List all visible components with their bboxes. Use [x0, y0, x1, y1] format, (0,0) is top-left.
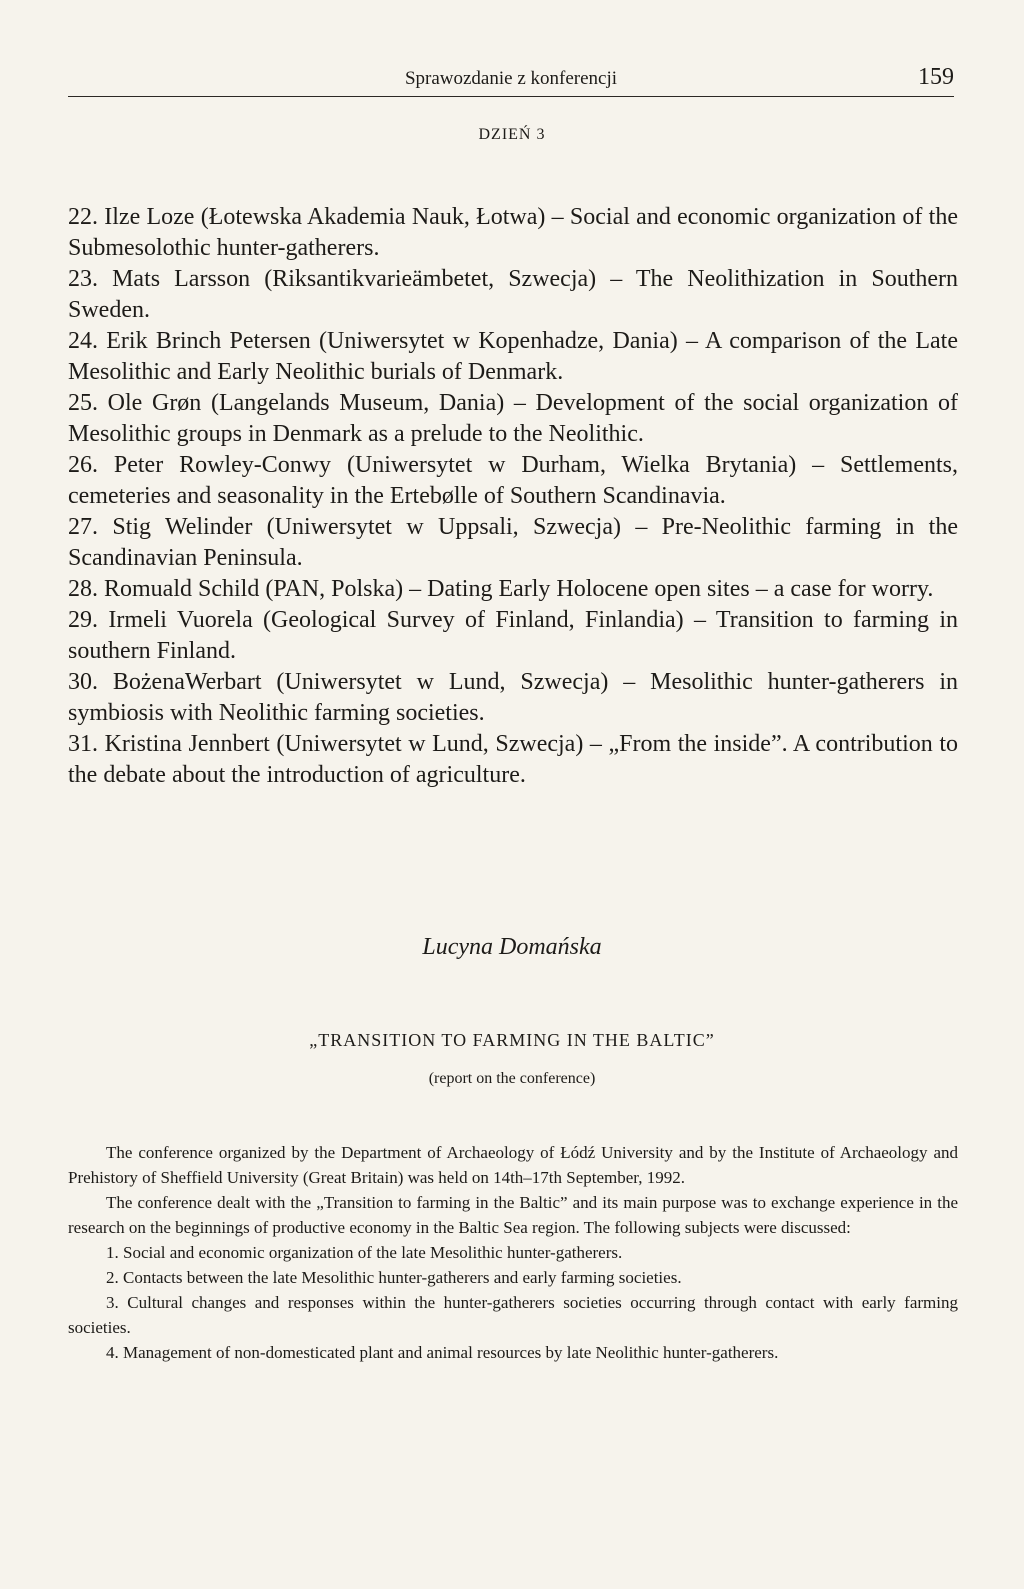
report-author: Lucyna Domańska: [422, 934, 602, 960]
running-head: [68, 62, 954, 97]
body-paragraph: The conference dealt with the „Transition to farming in the Baltic” and its main purpose was to exchange experience in the research on the beginnings of productive economy in the Baltic Sea region. The following subjects were discussed:: [68, 1193, 958, 1237]
program-item: 25. Ole Grøn (Langelands Museum, Dania) – Development of the social organization of Mesolithic groups in Denmark as a prelude to the Neolithic.: [68, 390, 958, 447]
program-item: 22. Ilze Loze (Łotewska Akademia Nauk, Łotwa) – Social and economic organization of the Submesolothic hunter-gatherers.: [68, 204, 958, 261]
program-item: 26. Peter Rowley-Conwy (Uniwersytet w Durham, Wielka Brytania) – Settlements, cemeteries and seasonality in the Ertebølle of Southern Scandinavia.: [68, 452, 958, 509]
program-item: 30. BożenaWerbart (Uniwersytet w Lund, Szwecja) – Mesolithic hunter-gatherers in symbiosis with Neolithic farming societies.: [68, 669, 958, 726]
program-item: 27. Stig Welinder (Uniwersytet w Uppsali, Szwecja) – Pre-Neolithic farming in the Scandinavian Peninsula.: [68, 514, 958, 571]
body-paragraph: 1. Social and economic organization of the late Mesolithic hunter-gatherers.: [106, 1243, 623, 1262]
body-paragraph: 4. Management of non-domesticated plant and animal resources by late Neolithic hunter-gatherers.: [106, 1343, 779, 1362]
body-paragraph: 2. Contacts between the late Mesolithic hunter-gatherers and early farming societies.: [106, 1268, 682, 1287]
body-paragraph: The conference organized by the Department of Archaeology of Łódź University and by the Institute of Archaeology and Prehistory of Sheffield University (Great Britain) was held on 14th–17th September, 1992.: [68, 1143, 958, 1187]
program-item: 29. Irmeli Vuorela (Geological Survey of Finland, Finlandia) – Transition to farming in southern Finland.: [68, 607, 958, 664]
running-title: Sprawozdanie z konferencji: [404, 68, 618, 89]
report-title: „TRANSITION TO FARMING IN THE BALTIC”: [309, 1030, 715, 1050]
program-item: 31. Kristina Jennbert (Uniwersytet w Lund, Szwecja) – „From the inside”. A contribution to the debate about the introduction of agriculture.: [68, 731, 958, 788]
program-item: 28. Romuald Schild (PAN, Polska) – Dating Early Holocene open sites – a case for worry.: [68, 576, 934, 602]
conference-program: [68, 202, 958, 791]
program-item: 24. Erik Brinch Petersen (Uniwersytet w Kopenhadze, Dania) – A comparison of the Late Mesolithic and Early Neolithic burials of Denmark.: [68, 328, 958, 385]
body-paragraph: 3. Cultural changes and responses within the hunter-gatherers societies occurring through contact with early farming societies.: [68, 1293, 958, 1337]
day-heading: DZIEŃ 3: [478, 126, 546, 143]
program-item: 23. Mats Larsson (Riksantikvarieämbetet, Szwecja) – The Neolithization in Southern Sweden.: [68, 266, 958, 323]
report-body: [68, 1140, 958, 1365]
report-subtitle: (report on the conference): [428, 1070, 596, 1087]
page-number: 159: [918, 64, 954, 90]
